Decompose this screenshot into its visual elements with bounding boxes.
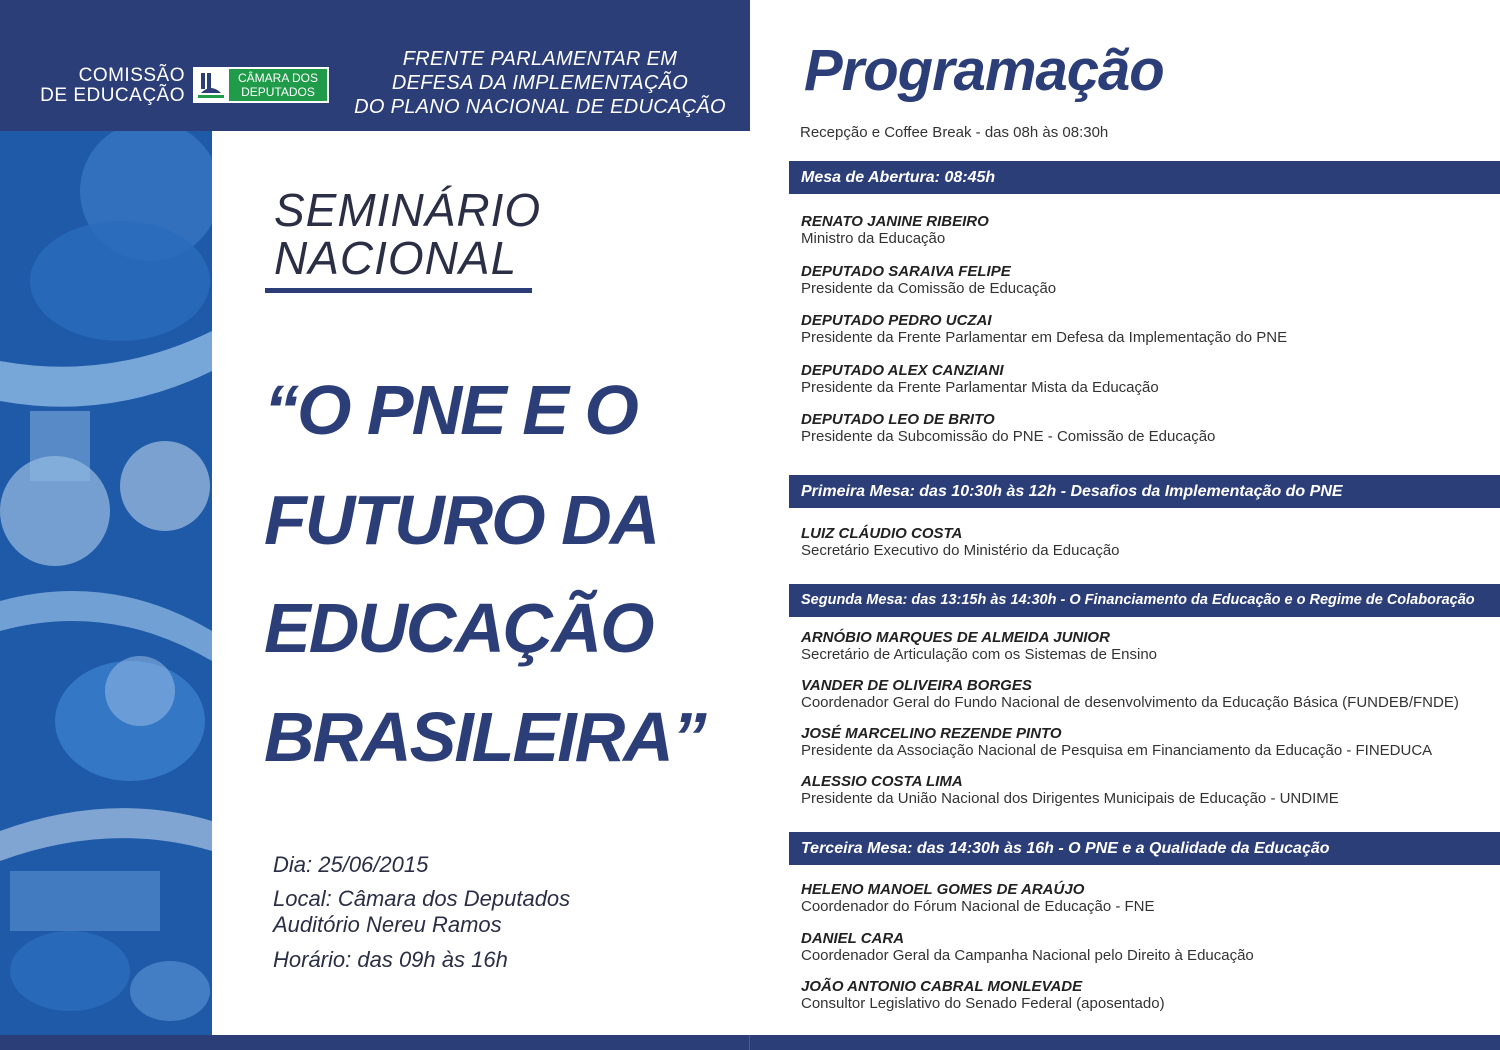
- speaker-name: JOÃO ANTONIO CABRAL MONLEVADE: [801, 978, 1083, 995]
- speaker-role: Presidente da Frente Parlamentar em Defesa da Implementação do PNE: [801, 329, 1288, 346]
- frente-line3: DO PLANO NACIONAL DE EDUCAÇÃO: [354, 96, 726, 118]
- session-heading: Mesa de Abertura: 08:45h: [789, 161, 1500, 194]
- speaker-name: HELENO MANOEL GOMES DE ARAÚJO: [801, 881, 1085, 898]
- speaker-role: Secretário de Articulação com os Sistemas de Ensino: [801, 646, 1158, 663]
- speaker: [801, 930, 1254, 964]
- fold-line: [749, 1035, 750, 1050]
- speaker: [801, 773, 1339, 807]
- speaker-name: JOSÉ MARCELINO REZENDE PINTO: [801, 725, 1062, 742]
- speaker: [801, 725, 1432, 759]
- speaker: [801, 362, 1159, 396]
- seminario-line1: SEMINÁRIO: [274, 184, 542, 236]
- comissao-line1: COMISSÃO: [78, 65, 185, 86]
- speaker-name: DEPUTADO SARAIVA FELIPE: [801, 263, 1011, 280]
- speaker-name: ARNÓBIO MARQUES DE ALMEIDA JUNIOR: [801, 629, 1110, 646]
- event-date: Dia: 25/06/2015: [273, 852, 429, 877]
- speaker-role: Presidente da União Nacional dos Dirigentes Municipais de Educação - UNDIME: [801, 790, 1339, 807]
- camara-emblem-icon: [195, 69, 227, 101]
- session-heading: Terceira Mesa: das 14:30h às 16h - O PNE e a Qualidade da Educação: [789, 832, 1500, 865]
- event-time: Horário: das 09h às 16h: [273, 947, 508, 972]
- frente-line2: DEFESA DA IMPLEMENTAÇÃO: [391, 72, 689, 94]
- speaker-role: Coordenador Geral da Campanha Nacional pelo Direito à Educação: [801, 947, 1254, 964]
- event-title-line2: FUTURO DA: [264, 481, 659, 559]
- camara-logo-text: [229, 69, 327, 101]
- speaker: [801, 677, 1459, 711]
- speaker: [801, 312, 1287, 346]
- speaker-role: Presidente da Associação Nacional de Pesquisa em Financiamento da Educação - FINEDUCA: [801, 742, 1433, 759]
- comissao-logo-text: [40, 66, 185, 106]
- seminario-nacional-heading: [274, 186, 541, 282]
- frente-line1: FRENTE PARLAMENTAR EM: [402, 48, 678, 70]
- speaker-name: ALESSIO COSTA LIMA: [801, 773, 963, 790]
- event-title-line1: “O PNE E O: [264, 371, 637, 449]
- speaker-role: Presidente da Frente Parlamentar Mista da Educação: [801, 379, 1159, 396]
- reception-line: Recepção e Coffee Break - das 08h às 08:30h: [800, 124, 1109, 141]
- event-title-line3: EDUCAÇÃO: [264, 589, 653, 667]
- speaker: [801, 213, 989, 247]
- speaker: [801, 978, 1165, 1012]
- speaker-role: Secretário Executivo do Ministério da Educação: [801, 542, 1120, 559]
- camara-line2: DEPUTADOS: [241, 85, 315, 99]
- left-header-banner: [0, 0, 750, 131]
- session-heading: Segunda Mesa: das 13:15h às 14:30h - O Financiamento da Educação e o Regime de Colaboração: [789, 584, 1500, 617]
- heading-underline: [265, 288, 532, 293]
- speaker-name: DEPUTADO ALEX CANZIANI: [801, 362, 1004, 379]
- speaker-role: Presidente da Comissão de Educação: [801, 280, 1057, 297]
- speaker-role: Ministro da Educação: [801, 230, 946, 247]
- comissao-line2: DE EDUCAÇÃO: [40, 85, 185, 106]
- programacao-title: Programação: [804, 38, 1164, 103]
- bottom-band: [0, 1035, 1500, 1050]
- speaker-name: DEPUTADO PEDRO UCZAI: [801, 312, 992, 329]
- event-title-line4: BRASILEIRA”: [264, 698, 705, 776]
- session-heading: Primeira Mesa: das 10:30h às 12h - Desafios da Implementação do PNE: [789, 475, 1500, 508]
- speaker-name: DEPUTADO LEO DE BRITO: [801, 411, 995, 428]
- speaker: [801, 629, 1157, 663]
- speaker-name: RENATO JANINE RIBEIRO: [801, 213, 989, 230]
- students-photo-collage: [0, 131, 212, 1035]
- event-auditorium: Auditório Nereu Ramos: [273, 912, 502, 937]
- frente-parlamentar-text: [350, 47, 730, 119]
- speaker-name: DANIEL CARA: [801, 930, 905, 947]
- speaker: [801, 411, 1215, 445]
- camara-line1: CÂMARA DOS: [237, 71, 318, 85]
- speaker-role: Consultor Legislativo do Senado Federal (aposentado): [801, 995, 1165, 1012]
- speaker-name: LUIZ CLÁUDIO COSTA: [801, 525, 963, 542]
- speaker-role: Coordenador do Fórum Nacional de Educação - FNE: [801, 898, 1155, 915]
- event-info: [273, 850, 570, 975]
- speaker-name: VANDER DE OLIVEIRA BORGES: [801, 677, 1032, 694]
- event-location: Local: Câmara dos Deputados: [273, 886, 571, 911]
- speaker: [801, 263, 1056, 297]
- speaker-role: Coordenador Geral do Fundo Nacional de desenvolvimento da Educação Básica (FUNDEB/FNDE): [801, 694, 1459, 711]
- speaker: [801, 525, 1120, 559]
- seminario-line2: NACIONAL: [274, 232, 518, 284]
- speaker: [801, 881, 1155, 915]
- camara-logo: [193, 67, 329, 103]
- speaker-role: Presidente da Subcomissão do PNE - Comissão de Educação: [801, 428, 1216, 445]
